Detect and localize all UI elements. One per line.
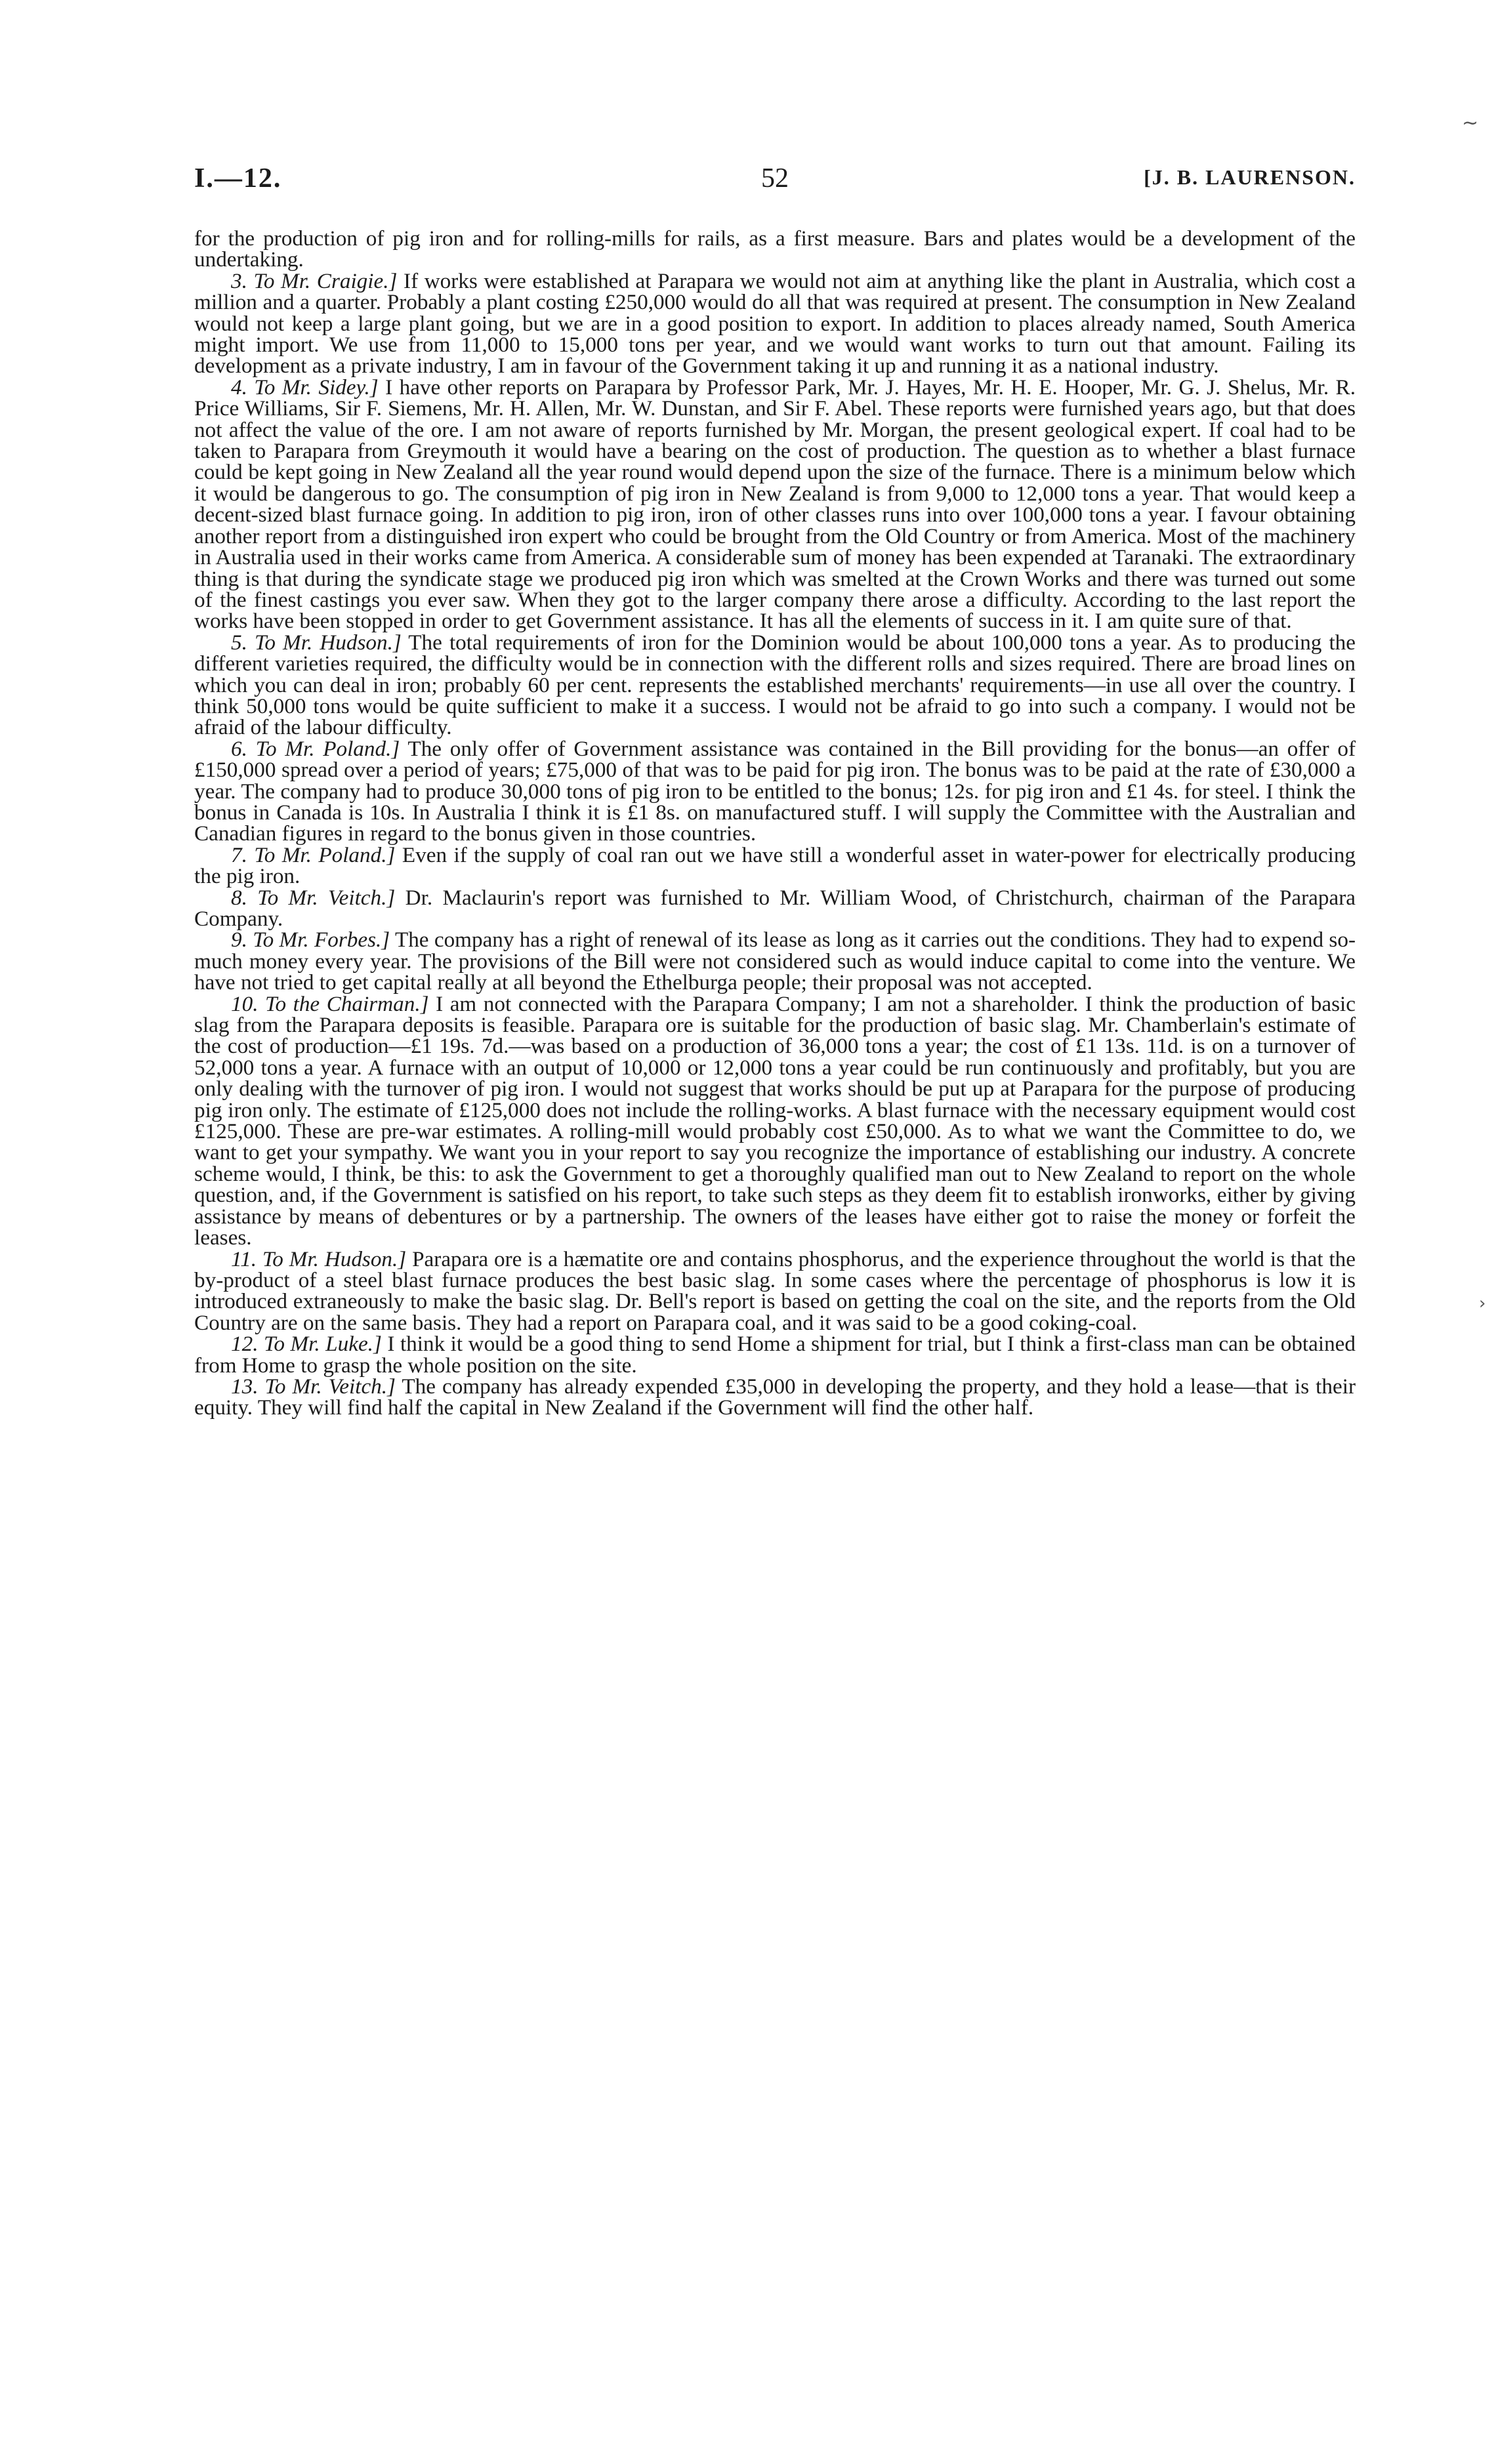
document-reference: I.—12.: [194, 163, 282, 194]
paragraph-lead: 5. To Mr. Hudson.]: [231, 630, 402, 655]
paragraph-text: I am not connected with the Parapara Company; I am not a shareholder. I think the production of basic slag from the Parapara deposits is feasible. Parapara ore is suitable for the production of basic slag. Mr. Chamberlain's estimate of the cost of production—£1 19s. 7d.—was based on a production of 36,000 tons a year; the cost of £1 13s. 11d. is on a turnover of 52,000 tons a year. A furnace with an output of 10,000 or 12,000 tons a year could be run continuously and profitably, but you are only dealing with the turnover of pig iron. I would not suggest that works should be put up at Parapara for the purpose of producing pig iron only. The estimate of £125,000 does not include the rolling-works. A blast furnace with the necessary equipment would cost £125,000. These are pre-war estimates. A rolling-mill would probably cost £50,000. As to what we want the Committee to do, we want to get your sympathy. We want you in your report to say you recognize the importance of establishing our industry. A concrete scheme would, I think, be this: to ask the Government to get a thoroughly qualified man out to New Zealand to report on the whole question, and, if the Government is satisfied on his report, to take such steps as they deem fit to establish ironworks, either by giving assistance by means of debentures or by a partnership. The owners of the leases have either got to raise the money or forfeit the leases.: [194, 991, 1356, 1250]
paragraph-5: [194, 632, 1356, 739]
paragraph-text: The total requirements of iron for the Dominion would be about 100,000 tons a year. As to producing the different varieties required, the difficulty would be in connection with the different rolls and sizes required. There are broad lines on which you can deal in iron; probably 60 per cent. represents the established merchants' requirements—in use all over the country. I think 50,000 tons would be quite sufficient to make it a success. I would not be afraid to go into such a company. I would not be afraid of the labour difficulty.: [194, 630, 1356, 740]
scan-mark-top-right: ∼: [1462, 112, 1479, 134]
paragraph-text: I have other reports on Parapara by Professor Park, Mr. J. Hayes, Mr. H. E. Hooper, Mr. G. J. Shelus, Mr. R. Price Williams, Sir F. Siemens, Mr. H. Allen, Mr. W. Dunstan, and Sir F. Abel. These reports were furnished years ago, but that does not affect the value of the ore. I am not aware of reports furnished by Mr. Morgan, the present geological expert. If coal had to be taken to Parapara from Greymouth it would have a bearing on the cost of production. The question as to whether a blast furnace could be kept going in New Zealand all the year round would depend upon the size of the furnace. There is a minimum below which it would be dangerous to go. The consumption of pig iron in New Zealand is from 9,000 to 12,000 tons a year. That would keep a decent-sized blast furnace going. In addition to pig iron, iron of other classes runs into over 100,000 tons a year. I favour obtaining another report from a distinguished iron expert who could be brought from the Old Country or from America. Most of the machinery in Australia used in their works came from America. A considerable sum of money has been expended at Taranaki. The extraordinary thing is that during the syndicate stage we produced pig iron which was smelted at the Crown Works and there was turned out some of the finest castings you ever saw. When they got to the larger company there arose a difficulty. According to the last report the works have been stopped in order to get Government assistance. It has all the elements of success in it. I am quite sure of that.: [194, 375, 1356, 634]
paragraph-11: [194, 1246, 1356, 1335]
paragraph-text: The company has a right of renewal of its lease as long as it carries out the conditions. They had to expend so-much money every year. The provisions of the Bill were not considered such as would induce capital to come into the venture. We have not tried to get capital really at all beyond the Ethelburga people; their proposal was not accepted.: [194, 928, 1356, 995]
page-number: 52: [761, 163, 789, 194]
paragraph-text: Parapara ore is a hæmatite ore and contains phosphorus, and the experience throughout the world is that the by-product of a steel blast furnace produces the best basic slag. In some cases where the percentage of phosphorus is low it is introduced extraneously to make the basic slag. Dr. Bell's report is based on getting the coal on the site, and the reports from the Old Country are on the same basis. They had a report on Parapara coal, and it was said to be a good coking-coal.: [194, 1246, 1356, 1335]
paragraph-lead: 4. To Mr. Sidey.]: [231, 375, 379, 400]
paragraph-lead: 8. To Mr. Veitch.]: [231, 885, 396, 910]
paragraph-8: [194, 885, 1356, 931]
paragraph-4: [194, 377, 1356, 632]
paragraph-lead: 3. To Mr. Craigie.]: [231, 268, 398, 293]
paragraph-lead: 12. To Mr. Luke.]: [231, 1332, 382, 1357]
paragraph-3: [194, 268, 1356, 379]
paragraph-text: for the production of pig iron and for rolling-mills for rails, as a first measure. Bars and plates would be a development of the undertaking.: [194, 226, 1356, 272]
paragraph-10: [194, 991, 1356, 1250]
paragraph-lead: 13. To Mr. Veitch.]: [231, 1374, 396, 1399]
paragraph-9: [194, 930, 1356, 993]
paragraph-7: [194, 842, 1356, 889]
paragraph-lead: 7. To Mr. Poland.]: [231, 842, 396, 867]
paragraph-6: [194, 736, 1356, 846]
document-body: [194, 228, 1356, 1419]
paragraph-text: I think it would be a good thing to send Home a shipment for trial, but I think a first-class man can be obtained from Home to grasp the whole position on the site.: [194, 1332, 1356, 1378]
paragraph-text: The company has already expended £35,000 in developing the property, and they hold a lease—that is their equity. They will find half the capital in New Zealand if the Government will find the other half.: [194, 1374, 1356, 1420]
paragraph-text: The only offer of Government assistance was contained in the Bill providing for the bonus—an offer of £150,000 spread over a period of years; £75,000 of that was to be paid for pig iron. The bonus was to be paid at the rate of £30,000 a year. The company had to produce 30,000 tons of pig iron to be entitled to the bonus; 12s. for pig iron and £1 4s. for steel. I think the bonus in Canada is 10s. In Australia I think it is £1 8s. on manufactured stuff. I will supply the Committee with the Australian and Canadian figures in regard to the bonus given in those countries.: [194, 736, 1356, 846]
paragraph-text: Even if the supply of coal ran out we have still a wonderful asset in water-power for electrically producing the pig iron.: [194, 842, 1356, 889]
paragraph-lead: 10. To the Chairman.]: [231, 991, 429, 1016]
paragraph-text: If works were established at Parapara we would not aim at anything like the plant in Australia, which cost a million and a quarter. Probably a plant costing £250,000 would do all that was required at present. The consumption in New Zealand would not keep a large plant going, but we are in a good position to export. In addition to places already named, South America might import. We use from 11,000 to 15,000 tons per year, and we would want works to turn out that amount. Failing its development as a private industry, I am in favour of the Government taking it up and running it as a national industry.: [194, 268, 1356, 379]
paragraph-lead: 6. To Mr. Poland.]: [231, 736, 400, 761]
witness-name: [J. B. LAURENSON.: [1144, 165, 1356, 189]
paragraph-13: [194, 1376, 1356, 1419]
paragraph-continuation: [194, 228, 1356, 271]
paragraph-12: [194, 1334, 1356, 1376]
page-header: [194, 163, 1356, 202]
paragraph-text: Dr. Maclaurin's report was furnished to Mr. William Wood, of Christchurch, chairman of the Parapara Company.: [194, 885, 1356, 931]
paragraph-lead: 9. To Mr. Forbes.]: [231, 928, 390, 953]
scan-mark-right-edge: ›: [1479, 1294, 1486, 1313]
paragraph-lead: 11. To Mr. Hudson.]: [231, 1246, 407, 1271]
